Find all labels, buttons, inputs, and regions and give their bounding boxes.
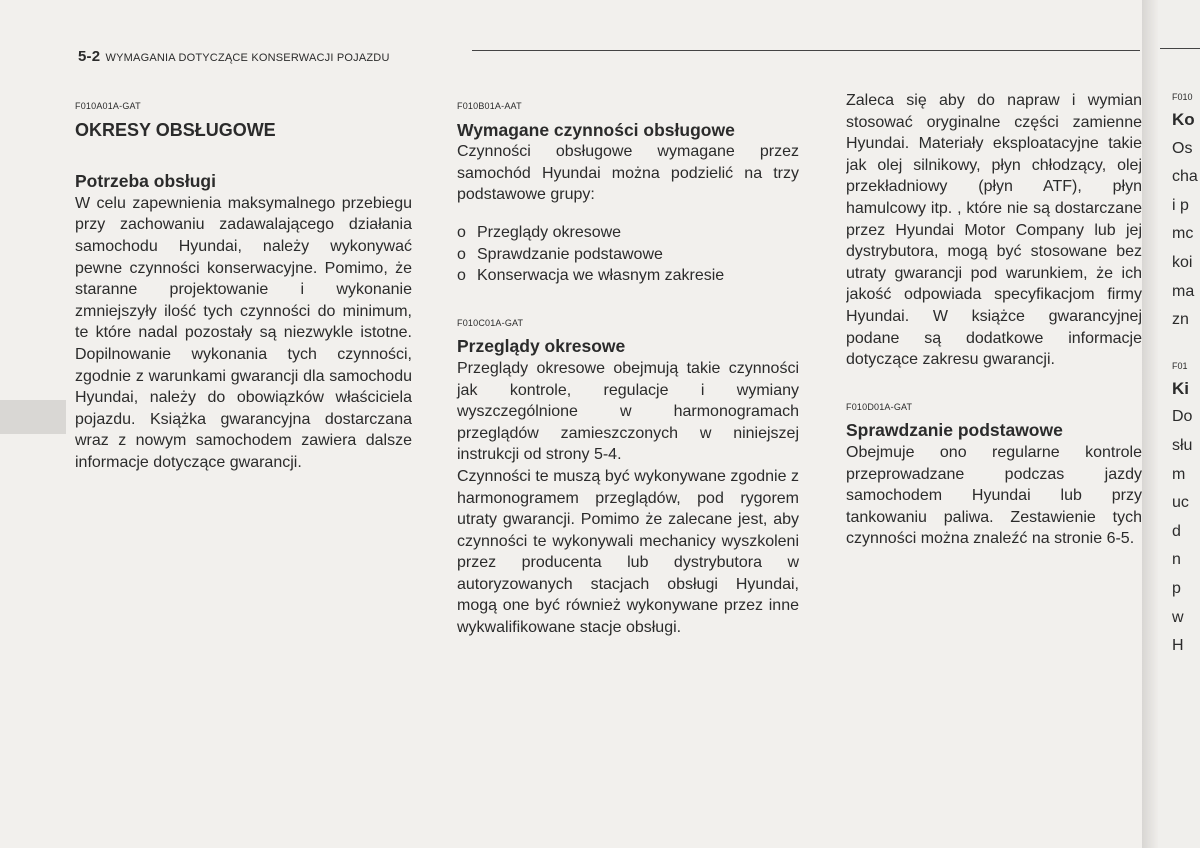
line: ma [1172,282,1195,300]
section-heading: OKRESY OBSŁUGOWE [75,119,276,140]
section-code: F01 [1172,360,1188,371]
line: uc [1172,494,1189,512]
line: Os [1172,139,1193,157]
paragraph: Zaleca się aby do napraw i wymian stosować oryginalne części zamienne Hyundai. Materiały eksploatacyjne takie jak olej silnikowy, płyn chłodzący, olej przekładniowy (płyn ATF), płyn hamulcowy itp. , które nie są dostarczane przez Hyundai Motor Company lub jej dystrybutora, mogą być stosowane bez utraty gwarancji pod warunkiem, że ich jakość odpowiada specyfikacjom firmy Hyundai. W książce gwarancyjnej podane są dodatkowe informacje dotyczące zakresu gwarancji. [846,92,1142,369]
line: w [1172,608,1184,626]
book-gutter [1142,0,1158,848]
subheading: Wymagane czynności obsługowe [457,119,735,140]
page-number: 5-2 [78,48,101,65]
facing-page-text [1172,90,1200,661]
line: Do [1172,408,1193,426]
paragraph: W celu zapewnienia maksymalnego przebiegu przy zachowaniu zadawalającego działania samochodu Hyundai, należy wykonywać pewne czynności konserwacyjne. Pomimo, że staranne projektowanie i wykonanie zmniejszyły ilość tych czynności do minimum, te które nadal pozostały są niezwykle istotne. Dopilnowanie wykonania tych czynności, zgodnie z warunkami gwarancji dla samochodu Hyundai, należy do obowiązków właściciela pojazdu. Książka gwarancyjna dostarczana wraz z nowym samochodem zawiera dalsze informacje dotyczące gwarancji. [75,194,412,471]
side-tab-marker [0,400,66,434]
list-item-text: Konserwacja we własnym zakresie [477,267,725,285]
paragraph: Czynności te muszą być wykonywane zgodnie z harmonogramem przeglądów, pod rygorem utraty gwarancji. Pomimo że zalecane jest, aby czynności te wykonywali mechanicy wyszkoleni przez producenta lub dystrybutora w autoryzowanych stacjach obsługi Hyundai, mogą one być również wykonywane przez inne wykwalifikowane stacje obsługi. [457,467,799,637]
section-code: F010A01A-GAT [75,101,141,111]
section-code: F010D01A-GAT [846,401,913,412]
list-item-text: Sprawdzanie podstawowe [477,245,663,263]
line: p [1172,579,1181,597]
subheading: Ko [1172,110,1195,129]
subheading: Ki [1172,378,1189,398]
line: koi [1172,253,1193,271]
list-item [457,244,799,266]
paragraph: Przeglądy okresowe obejmują takie czynności jak kontrole, regulacje i wymiany wyszczególnione w harmonogramach przeglądów zamieszczonych w niniejszej instrukcji od strony 5-4. [457,359,799,464]
line: cha [1172,168,1198,186]
section-code: F010C01A-GAT [457,317,524,328]
section-code: F010B01A-AAT [457,101,522,111]
group-list [457,222,799,287]
line: d [1172,522,1181,540]
bullet: o [457,267,466,285]
line: zn [1172,311,1189,329]
column-2 [457,96,799,639]
line: n [1172,551,1181,569]
line: m [1172,465,1186,483]
page-header [78,48,390,65]
line: słu [1172,436,1193,454]
line: i p [1172,196,1189,214]
header-rule [472,50,1140,51]
paragraph: Czynności obsługowe wymagane przez samochód Hyundai można podzielić na trzy podstawowe grupy: [457,143,799,204]
list-item [457,222,799,244]
list-item-text: Przeglądy okresowe [477,223,622,241]
column-3 [846,90,1142,550]
column-1 [75,96,412,474]
facing-page-header-rule [1160,48,1200,49]
bullet: o [457,245,466,263]
subheading: Sprawdzanie podstawowe [846,420,1063,441]
list-item [457,265,799,287]
paragraph: Obejmuje ono regularne kontrole przeprowadzane podczas jazdy samochodem Hyundai lub przy tankowaniu paliwa. Zestawienie tych czynności można znaleźć na stronie 6-5. [846,443,1142,548]
subheading: Potrzeba obsługi [75,171,216,192]
line: H [1172,637,1184,655]
section-title: WYMAGANIA DOTYCZĄCE KONSERWACJI POJAZDU [105,52,390,64]
line: mc [1172,225,1194,243]
subheading: Przeglądy okresowe [457,336,626,357]
bullet: o [457,223,466,241]
section-code: F010 [1172,92,1193,102]
